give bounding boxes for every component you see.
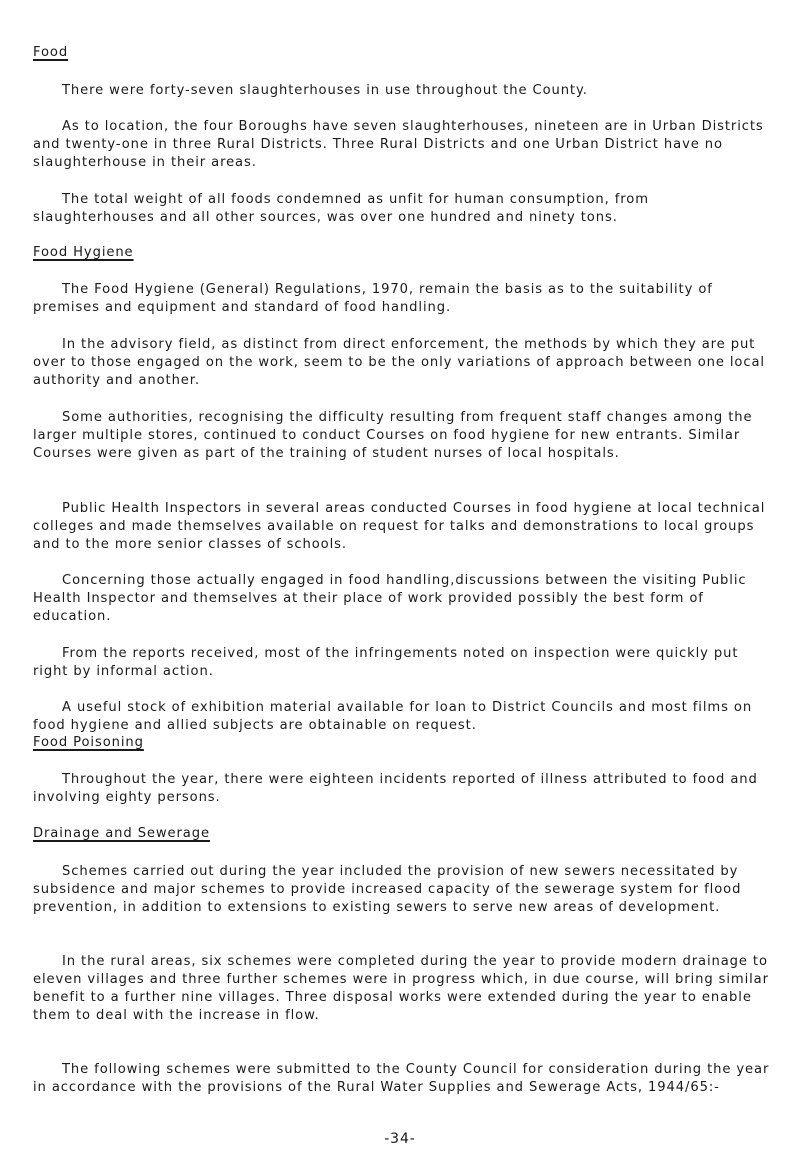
paragraph: Throughout the year, there were eighteen incidents reported of illness attributed to food and involving eighty persons. [33,772,758,806]
paragraph: There were forty-seven slaughterhouses in use throughout the County. [62,82,588,98]
paragraph: The following schemes were submitted to the County Council for consideration during the year in accordance with the provisions of the Rural Water Supplies and Sewerage Acts, 1944/65:- [33,1062,770,1096]
paragraph: The total weight of all foods condemned as unfit for human consumption, from slaughterhouses and all other sources, was over one hundred and ninety tons. [33,192,649,226]
paragraph: Public Health Inspectors in several areas conducted Courses in food hygiene at local technical colleges and made themselves available on request for talks and demonstrations to local groups and to the more senior classes of schools. [33,501,766,553]
paragraph: The Food Hygiene (General) Regulations, 1970, remain the basis as to the suitability of premises and equipment and standard of food handling. [33,281,713,315]
paragraph: Schemes carried out during the year included the provision of new sewers necessitated by subsidence and major schemes to provide increased capacity of the sewerage system for flood prevention, in addition to extensions to existing sewers to serve new areas of development. [33,863,742,915]
paragraph: In the advisory field, as distinct from direct enforcement, the methods by which they are put over to those engaged on the work, seem to be the only variations of approach between one local authority and another. [33,337,765,389]
paragraph: From the reports received, most of the infringements noted on inspection were quickly put right by informal action. [33,645,739,679]
paragraph: A useful stock of exhibition material available for loan to District Councils and most films on food hygiene and allied subjects are obtainable on request. [33,700,753,734]
section-heading-food-hygiene: Food Hygiene [33,244,134,260]
section-heading-food: Food [33,45,69,60]
paragraph: As to location, the four Boroughs have seven slaughterhouses, nineteen are in Urban Districts and twenty-one in three Rural Districts. Three Rural Districts and one Urban District have no slaughterhouse in their areas. [33,119,764,171]
page-number: -34- [384,1131,416,1147]
paragraph: Some authorities, recognising the difficulty resulting from frequent staff changes among the larger multiple stores, continued to conduct Courses on food hygiene for new entrants. Similar Courses were given as part of the training of student nurses of local hospitals. [33,409,753,461]
section-heading-drainage-and-sewerage: Drainage and Sewerage [33,826,210,841]
section-heading-food-poisoning: Food Poisoning [33,735,144,751]
paragraph: Concerning those actually engaged in food handling,discussions between the visiting Public Health Inspector and themselves at their place of work provided possibly the best form of education. [33,573,747,625]
paragraph: In the rural areas, six schemes were completed during the year to provide modern drainage to eleven villages and three further schemes were in progress which, in due course, will bring similar benefit to a further nine villages. Three disposal works were extended during the year to enable them to deal with the increase in flow. [33,953,769,1023]
